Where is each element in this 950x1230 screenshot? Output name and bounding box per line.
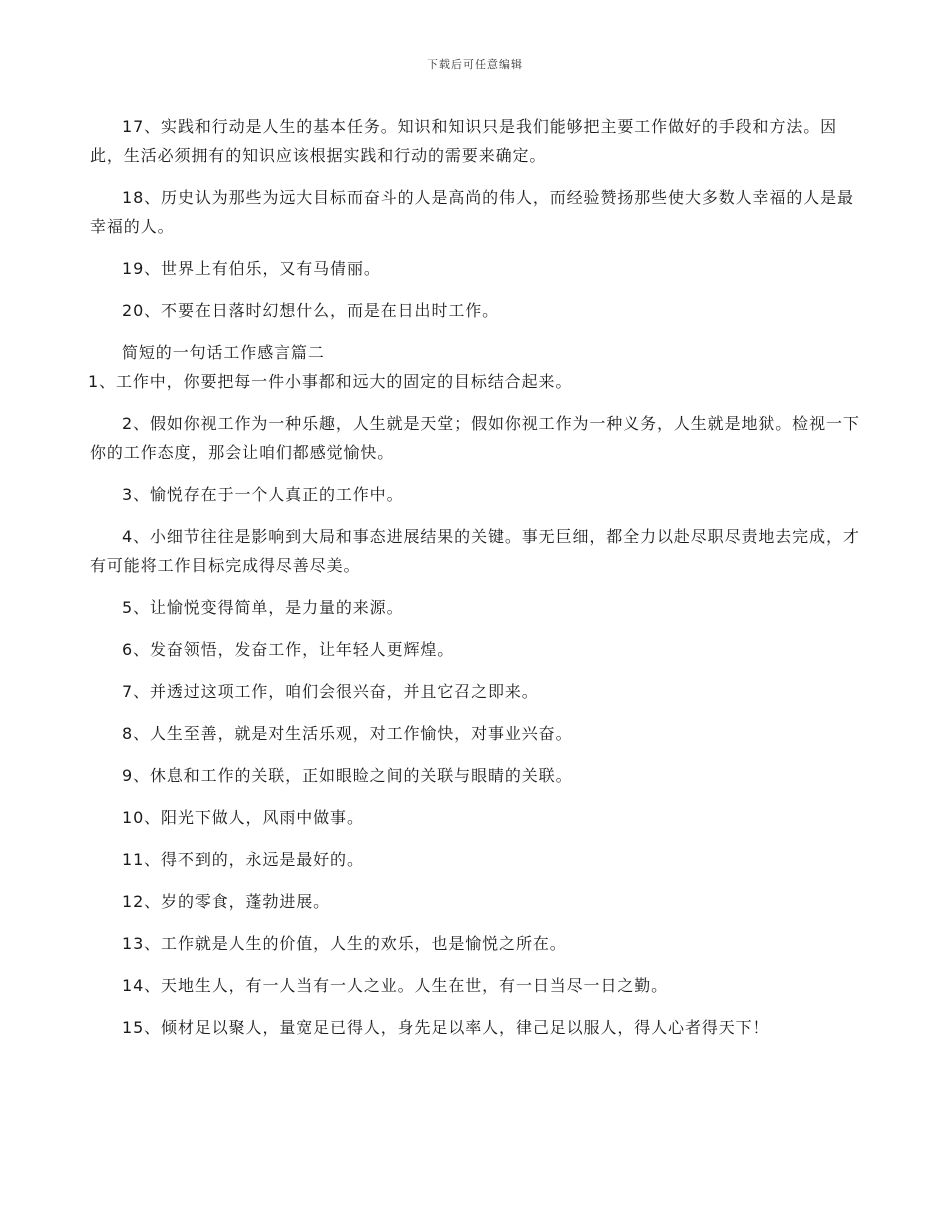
section-heading: 简短的一句话工作感言篇二 — [122, 343, 325, 362]
paragraph-6: 6、发奋领悟，发奋工作，让年轻人更辉煌。 — [122, 640, 455, 659]
paragraph-15: 15、倾材足以聚人，量宽足已得人，身先足以率人，律己足以服人，得人心者得天下！ — [122, 1018, 770, 1037]
paragraph-3: 3、愉悦存在于一个人真正的工作中。 — [122, 485, 404, 504]
paragraph-17: 17、实践和行动是人生的基本任务。知识和知识只是我们能够把主要工作做好的手段和方法。因此，生活必须拥有的知识应该根据实践和行动的需要来确定。 — [90, 117, 838, 165]
paragraph-9: 9、休息和工作的关联，正如眼睑之间的关联与眼睛的关联。 — [122, 766, 573, 785]
paragraph-11: 11、得不到的，永远是最好的。 — [122, 850, 364, 869]
paragraph-1: 1、工作中，你要把每一件小事都和远大的固定的目标结合起来。 — [88, 372, 573, 391]
paragraph-14: 14、天地生人，有一人当有一人之业。人生在世，有一日当尽一日之勤。 — [122, 976, 669, 995]
paragraph-10: 10、阳光下做人，风雨中做事。 — [122, 808, 364, 827]
paragraph-7: 7、并透过这项工作，咱们会很兴奋，并且它召之即来。 — [122, 682, 539, 701]
paragraph-4: 4、小细节往往是影响到大局和事态进展结果的关键。事无巨细，都全力以赴尽职尽责地去完成，才有可能将工作目标完成得尽善尽美。 — [90, 527, 860, 575]
paragraph-20: 20、不要在日落时幻想什么，而是在日出时工作。 — [122, 301, 500, 320]
paragraph-2: 2、假如你视工作为一种乐趣，人生就是天堂；假如你视工作为一种义务，人生就是地狱。检视一下你的工作态度，那会让咱们都感觉愉快。 — [90, 414, 860, 462]
paragraph-12: 12、岁的零食，蓬勃进展。 — [122, 892, 331, 911]
paragraph-13: 13、工作就是人生的价值，人生的欢乐，也是愉悦之所在。 — [122, 934, 567, 953]
paragraph-5: 5、让愉悦变得简单，是力量的来源。 — [122, 598, 404, 617]
document-body — [90, 112, 860, 1055]
page-header: 下载后可任意编辑 — [427, 58, 523, 71]
paragraph-18: 18、历史认为那些为远大目标而奋斗的人是高尚的伟人，而经验赞扬那些使大多数人幸福的人是最幸福的人。 — [90, 188, 854, 236]
paragraph-8: 8、人生至善，就是对生活乐观，对工作愉快，对事业兴奋。 — [122, 724, 573, 743]
paragraph-19: 19、世界上有伯乐，又有马倩丽。 — [122, 259, 381, 278]
